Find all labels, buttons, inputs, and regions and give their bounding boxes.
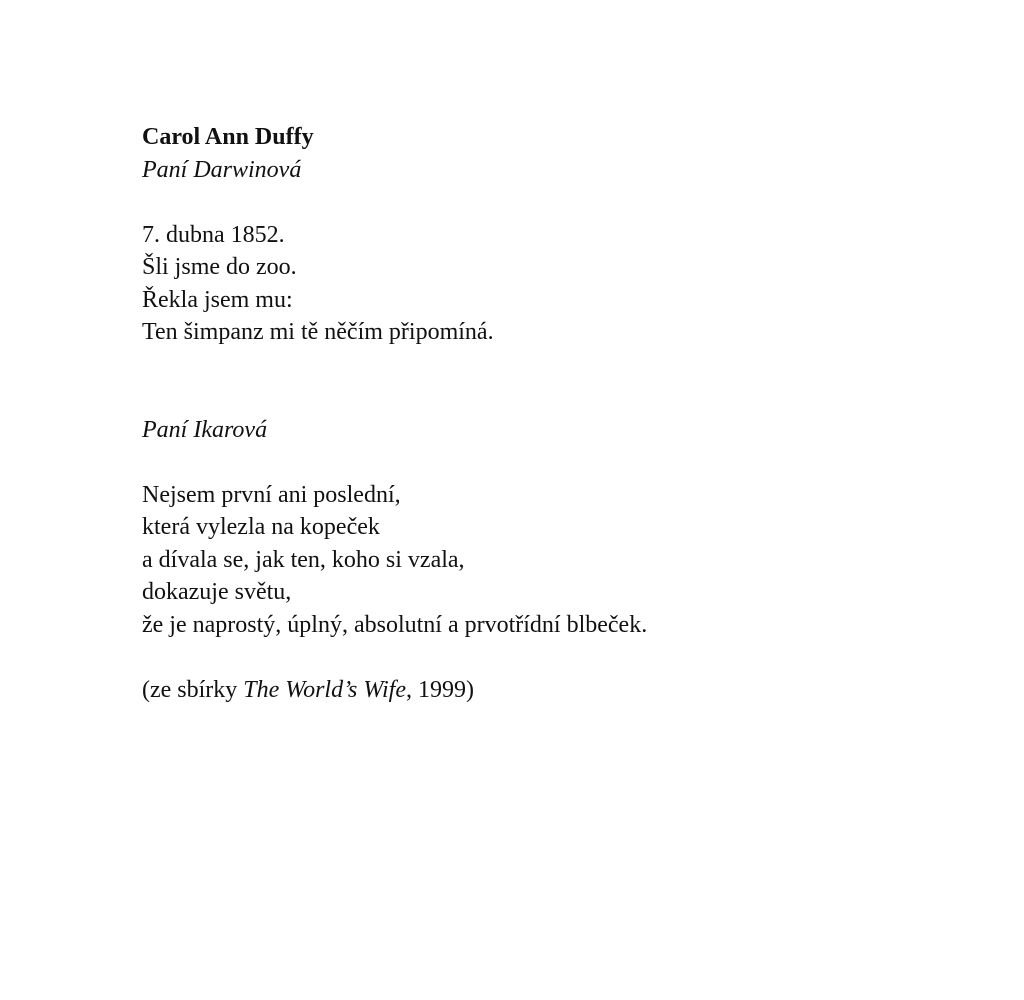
poem-title: Paní Ikarová xyxy=(142,416,268,443)
section-spacer xyxy=(142,349,962,382)
stanza-spacer xyxy=(142,186,962,219)
source-book-title: The World’s Wife xyxy=(243,676,406,703)
poem-line: Nejsem první ani poslední, xyxy=(142,481,401,508)
poem-line: která vylezla na kopeček xyxy=(142,514,380,540)
poem-line: 7. dubna 1852. xyxy=(142,221,285,248)
poem-ikarova xyxy=(142,414,962,642)
poem-line: Řekla jsem mu: xyxy=(142,286,293,313)
poem-darwinova xyxy=(142,154,962,349)
author-name: Carol Ann Duffy xyxy=(142,124,314,150)
document-page xyxy=(142,121,962,706)
poem-line: Šli jsme do zoo. xyxy=(142,254,297,280)
source-prefix: (ze sbírky xyxy=(142,676,244,703)
poem-line: že je naprostý, úplný, absolutní a prvotřídní blbeček. xyxy=(142,611,648,638)
poem-line: a dívala se, jak ten, koho si vzala, xyxy=(142,546,465,573)
section-spacer xyxy=(142,641,962,674)
poem-title: Paní Darwinová xyxy=(142,156,302,183)
poem-line: dokazuje světu, xyxy=(142,579,292,605)
stanza-spacer xyxy=(142,446,962,479)
source-suffix: , 1999) xyxy=(406,676,474,703)
source-citation xyxy=(142,674,962,707)
poem-line: Ten šimpanz mi tě něčím připomíná. xyxy=(142,319,494,345)
